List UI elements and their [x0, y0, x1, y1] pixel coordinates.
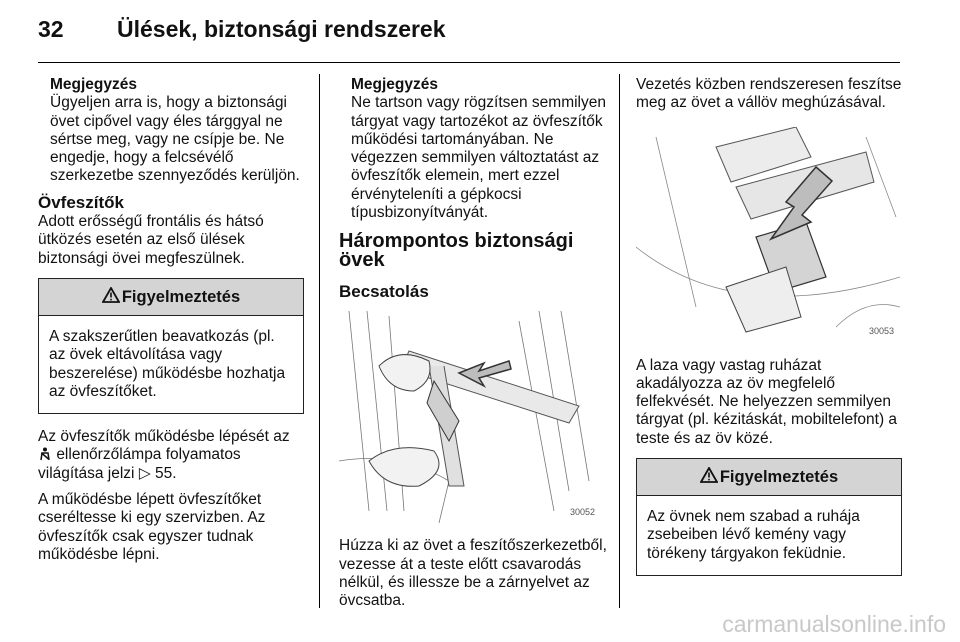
- section-heading: Hárompontos biztonsági övek: [339, 230, 574, 271]
- warning-triangle-icon: [102, 287, 120, 307]
- section-text: Adott erősségű frontális és hátsó ütközés esetén az első ülések biztonsági övei megfeszülnek.: [38, 213, 264, 267]
- column-divider: [319, 74, 320, 608]
- chapter-title: Ülések, biztonsági rendszerek: [117, 16, 446, 42]
- note-title: Megjegyzés: [351, 76, 439, 93]
- column-1: [38, 76, 304, 572]
- page-header: [0, 0, 960, 60]
- pretensioner-indicator-text: [38, 428, 304, 483]
- column-divider: [619, 74, 620, 608]
- warning-header: [39, 279, 303, 316]
- tension-illustration: [636, 127, 900, 343]
- warning-box: [38, 278, 304, 414]
- note-text: Ügyeljen arra is, hogy a biztonsági övet cipővel vagy éles tárggyal ne sértse meg, vagy ne csípje be. Ne engedje, hogy a felcsévélő szerkezetbe szennyeződés kerüljön.: [50, 94, 300, 185]
- column-2: [339, 76, 607, 618]
- note-box: [38, 76, 304, 186]
- watermark: carmanualsonline.info: [722, 611, 946, 637]
- clothing-text: A laza vagy vastag ruházat akadályozza az öv megfelelő felfekvését. Ne helyezzen semmilyen tárgyat (pl. kézitáskát, mobiltelefont) a teste és az öv közé.: [636, 356, 898, 447]
- buckling-figure: [339, 311, 601, 523]
- header-rule: [38, 62, 900, 63]
- warning-box: [636, 458, 902, 576]
- section-heading: Övfeszítők: [38, 192, 124, 212]
- warning-text: A szakszerűtlen beavatkozás (pl. az övek eltávolítása vagy beszerelése) működésbe hozhatja az övfeszítőket.: [49, 327, 286, 400]
- page-number: 32: [38, 16, 64, 42]
- tension-figure: [636, 127, 900, 343]
- note-box: [339, 76, 607, 222]
- buckling-caption: Húzza ki az övet a feszítőszerkezetből, vezesse át a teste előtt csavarodás nélkül, és illessze be a zárnyelvet az övcsatba.: [339, 537, 607, 610]
- figure-code: 30053: [868, 326, 894, 337]
- intro-text: Vezetés közben rendszeresen feszítse meg az övet a vállöv meghúzásával.: [636, 76, 902, 112]
- note-text: Ne tartson vagy rögzítsen semmilyen tárgyat vagy tartozékot az övfeszítők működési tartományában. Ne végezzen semmilyen változtatást az övfeszítők elemein, mert ezzel érvényteleníti a gépkocsi típusbizonyítványát.: [351, 94, 606, 222]
- page-ref-icon: ▷: [138, 464, 151, 482]
- para-text-b: ellenőrzőlámpa folyamatos világítása jelzi: [38, 446, 241, 482]
- figure-code: 30052: [569, 506, 595, 517]
- buckling-illustration: [339, 311, 601, 523]
- para-text-a: Az övfeszítők működésbe lépését az: [38, 428, 290, 446]
- subsection-heading: Becsatolás: [339, 281, 429, 301]
- warning-title: Figyelmeztetés: [719, 467, 839, 486]
- column-3: [636, 76, 902, 590]
- seatbelt-warning-icon: [38, 447, 52, 461]
- warning-triangle-icon: [700, 467, 718, 487]
- warning-text: Az övnek nem szabad a ruhája zsebeiben lévő kemény vagy törékeny tárgyakon feküdnie.: [647, 508, 860, 562]
- note-title: Megjegyzés: [50, 76, 138, 93]
- page-ref[interactable]: 55.: [155, 464, 177, 482]
- pretensioner-replace-text: A működésbe lépett övfeszítőket cseréltesse ki egy szervizben. Az övfeszítők csak egyszer tudnak működésbe lépni.: [38, 491, 266, 563]
- warning-header: [637, 459, 901, 496]
- warning-title: Figyelmeztetés: [121, 287, 241, 306]
